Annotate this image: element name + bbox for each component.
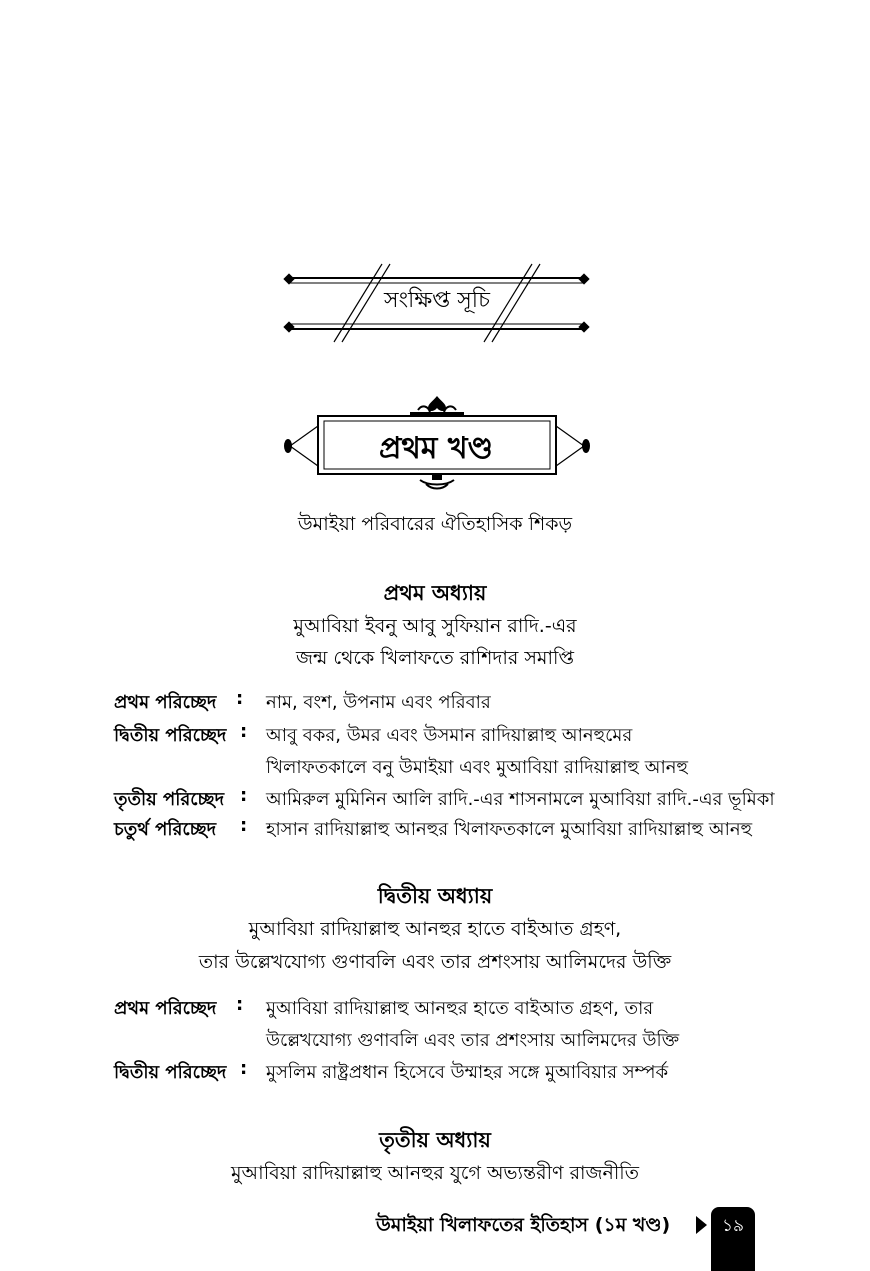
summary-title: সংক্ষিপ্ত সূচি — [384, 288, 490, 313]
chapter-1-heading: প্রথম অধ্যায় — [383, 581, 487, 605]
section-colon: : — [240, 721, 248, 742]
triangle-right-icon — [694, 1214, 708, 1236]
chapter-1-section-4-title: হাসান রাদিয়াল্লাহু আনহুর খিলাফতকালে মুআবিয়া রাদিয়াল্লাহু আনহু — [266, 819, 753, 840]
chapter-2-subtitle-line-2: তার উল্লেখযোগ্য গুণাবলি এবং তার প্রশংসায় আলিমদের উক্তি — [198, 951, 672, 973]
section-colon: : — [236, 994, 244, 1015]
page-number: ১৯ — [721, 1216, 745, 1236]
part-title: প্রথম খণ্ড — [378, 431, 494, 466]
footer-book-title: উমাইয়া খিলাফতের ইতিহাস (১ম খণ্ড) — [376, 1214, 671, 1236]
chapter-1-section-3-label: তৃতীয় পরিচ্ছেদ — [114, 789, 225, 810]
chapter-2-subtitle-line-1: মুআবিয়া রাদিয়াল্লাহু আনহুর হাতে বাইআত গ্রহণ, — [248, 918, 622, 940]
chapter-1-section-3-title: আমিরুল মুমিনিন আলি রাদি.-এর শাসনামলে মুআবিয়া রাদি.-এর ভূমিকা — [266, 789, 775, 810]
chapter-2-section-2-title: মুসলিম রাষ্ট্রপ্রধান হিসেবে উম্মাহর সঙ্গে মুআবিয়ার সম্পর্ক — [266, 1062, 669, 1083]
chapter-1-section-4-label: চতুর্থ পরিচ্ছেদ — [114, 819, 217, 840]
chapter-2-section-1-label: প্রথম পরিচ্ছেদ — [114, 998, 217, 1019]
chapter-1-section-2-title-line-2: খিলাফতকালে বনু উমাইয়া এবং মুআবিয়া রাদিয়াল্লাহু আনহু — [266, 757, 688, 778]
chapter-2-section-2-label: দ্বিতীয় পরিচ্ছেদ — [114, 1062, 227, 1083]
chapter-1-section-1-title: নাম, বংশ, উপনাম এবং পরিবার — [266, 692, 491, 713]
section-colon: : — [240, 815, 248, 836]
chapter-3-heading: তৃতীয় অধ্যায় — [379, 1128, 491, 1152]
chapter-1-section-1-label: প্রথম পরিচ্ছেদ — [114, 692, 217, 713]
section-colon: : — [240, 1058, 248, 1079]
chapter-2-section-1-title-line-1: মুআবিয়া রাদিয়াল্লাহু আনহুর হাতে বাইআত গ্রহণ, তার — [266, 998, 654, 1019]
section-colon: : — [236, 688, 244, 709]
chapter-1-section-2-label: দ্বিতীয় পরিচ্ছেদ — [114, 725, 227, 746]
chapter-3-subtitle-line-1: মুআবিয়া রাদিয়াল্লাহু আনহুর যুগে অভ্যন্তরীণ রাজনীতি — [231, 1162, 639, 1184]
chapter-1-section-2-title-line-1: আবু বকর, উমর এবং উসমান রাদিয়াল্লাহু আনহুমের — [266, 725, 633, 746]
chapter-1-subtitle-line-2: জন্ম থেকে খিলাফতে রাশিদার সমাপ্তি — [295, 647, 575, 669]
chapter-2-heading: দ্বিতীয় অধ্যায় — [377, 884, 493, 908]
chapter-1-subtitle-line-1: মুআবিয়া ইবনু আবু সুফিয়ান রাদি.-এর — [293, 615, 577, 637]
section-colon: : — [240, 785, 248, 806]
part-subtitle: উমাইয়া পরিবারের ঐতিহাসিক শিকড় — [297, 513, 573, 535]
chapter-2-section-1-title-line-2: উল্লেখযোগ্য গুণাবলি এবং তার প্রশংসায় আলিমদের উক্তি — [266, 1030, 680, 1051]
